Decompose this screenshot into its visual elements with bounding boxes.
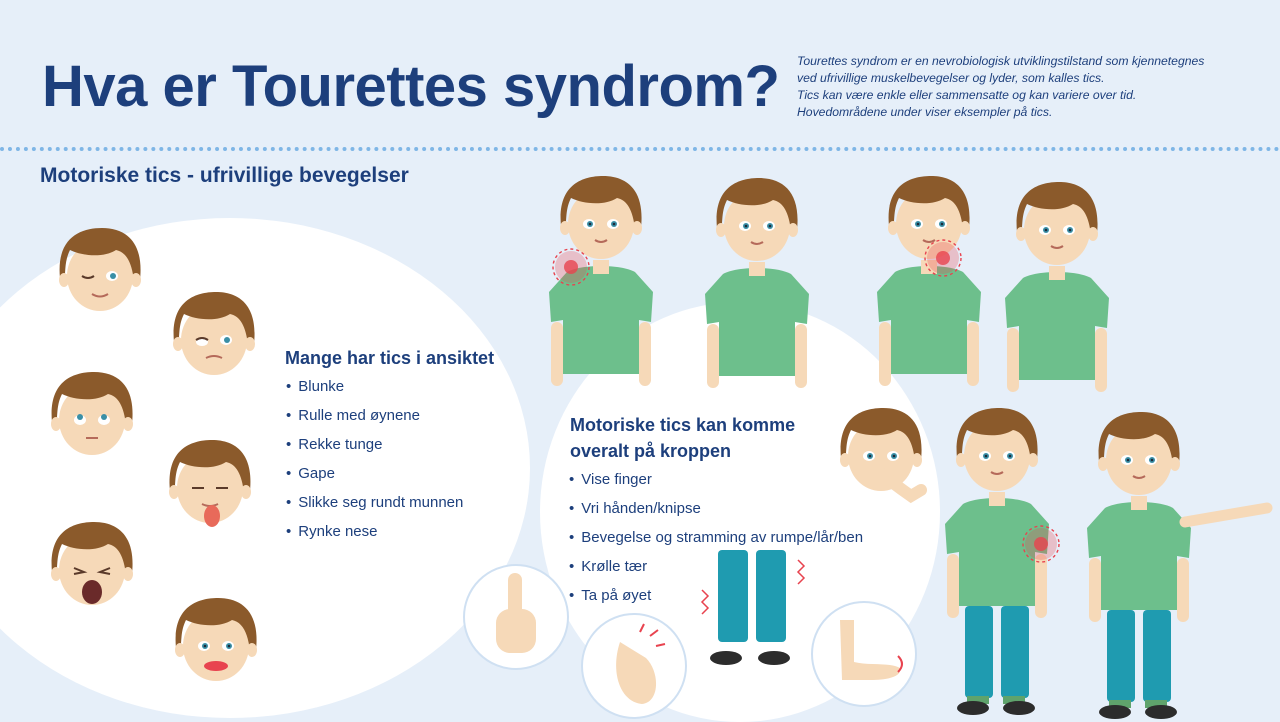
face-eye-roll-illustration (166, 288, 262, 384)
face-lick-lips-illustration (168, 594, 264, 690)
page-title: Hva er Tourettes syndrom? (42, 54, 780, 119)
list-item: • Vise finger (569, 465, 863, 494)
list-item: • Ta på øyet (569, 581, 863, 610)
face-touch-eye-illustration (836, 404, 926, 504)
intro-text (797, 53, 1257, 121)
list-item: • Rekke tunge (286, 430, 463, 459)
intro-line: ved ufrivillige muskelbevegelser og lyder, som kalles tics. (797, 71, 1105, 85)
face-tics-list (286, 372, 463, 546)
body-tics-heading (570, 412, 795, 464)
finger-circle-illustration (462, 563, 570, 671)
body-tics-heading-line: Motoriske tics kan komme (570, 415, 796, 435)
face-yawn-illustration (44, 518, 140, 614)
face-wink-illustration (52, 224, 148, 320)
person-elbow-tic-illustration (942, 406, 1052, 720)
person-arm-raise-illustration (1084, 410, 1280, 720)
person-shoulder-tic-illustration (546, 174, 656, 394)
foot-circle-illustration (810, 600, 918, 708)
list-item: • Bevegelse og stramming av rumpe/lår/ben (569, 523, 863, 552)
list-item: • Blunke (286, 372, 463, 401)
intro-line: Hovedområdene under viser eksempler på tics. (797, 105, 1053, 119)
list-item: • Slikke seg rundt munnen (286, 488, 463, 517)
dotted-divider (0, 147, 1280, 151)
face-blink-illustration (44, 368, 140, 464)
legs-clench-illustration (700, 550, 810, 670)
section-title: Motoriske tics - ufrivillige bevegelser (40, 164, 409, 187)
person-hand-tic-illustration (702, 176, 812, 396)
person-head-turn-illustration (1002, 180, 1112, 400)
intro-line: Tics kan være enkle eller sammensatte og kan variere over tid. (797, 88, 1137, 102)
list-item: • Vri hånden/knipse (569, 494, 863, 523)
list-item: • Gape (286, 459, 463, 488)
person-neck-tic-illustration (874, 174, 984, 394)
list-item: • Krølle tær (569, 552, 863, 581)
face-tongue-illustration (162, 436, 258, 546)
list-item: • Rulle med øynene (286, 401, 463, 430)
list-item: • Rynke nese (286, 517, 463, 546)
intro-line: Tourettes syndrom er en nevrobiologisk utviklingstilstand som kjennetegnes (797, 54, 1205, 68)
face-tics-heading: Mange har tics i ansiktet (285, 348, 495, 368)
body-tics-heading-line: overalt på kroppen (570, 441, 732, 461)
snap-circle-illustration (580, 612, 688, 720)
